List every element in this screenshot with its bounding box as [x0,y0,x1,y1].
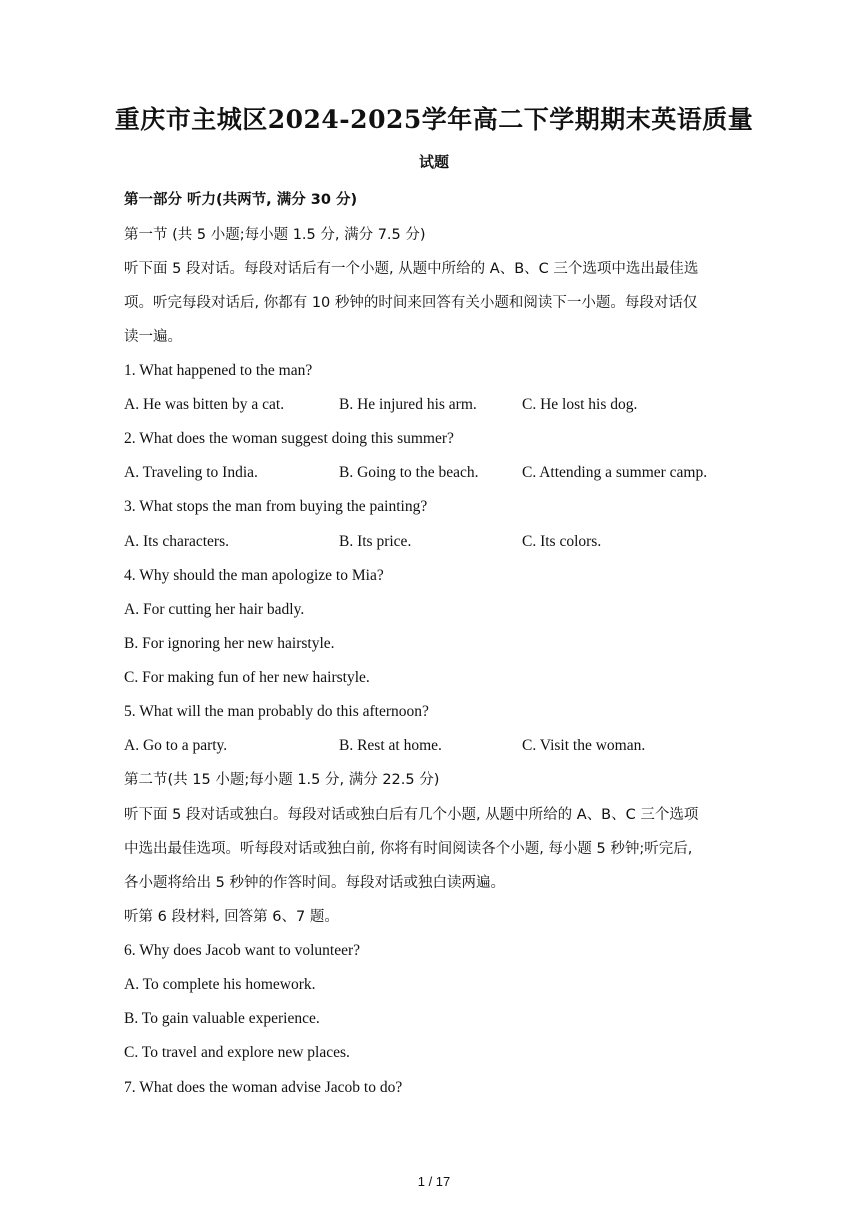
material-note: 听第 6 段材料, 回答第 6、7 题。 [124,909,339,925]
option-c: C. To travel and explore new places. [124,1044,350,1061]
question-stem: 5. What will the man probably do this afternoon? [124,703,429,720]
question-options [124,736,764,756]
option-c: C. Attending a summer camp. [522,464,708,481]
question-stem: 2. What does the woman suggest doing this summer? [124,430,454,447]
option-b: B. Rest at home. [339,737,442,754]
document-subtitle: 试题 [418,153,449,171]
option-a: A. He was bitten by a cat. [124,396,285,413]
section2-instruction-line: 中选出最佳选项。听每段对话或独白前, 你将有时间阅读各个小题, 每小题 5 秒钟;听完后, [124,841,693,857]
question-options [124,532,764,552]
option-c: C. Visit the woman. [522,737,646,754]
question-stem: 6. Why does Jacob want to volunteer? [124,942,361,959]
option-c: C. Its colors. [522,533,602,550]
page-number: 1 / 17 [417,1174,451,1189]
question-stem: 4. Why should the man apologize to Mia? [124,567,384,584]
part1-heading: 第一部分 听力(共两节, 满分 30 分) [124,192,358,208]
section2-instruction-line: 各小题将给出 5 秒钟的作答时间。每段对话或独白读两遍。 [124,875,505,891]
option-c: C. For making fun of her new hairstyle. [124,669,370,686]
question-stem: 7. What does the woman advise Jacob to do? [124,1079,403,1096]
section1-instruction-line: 听下面 5 段对话。每段对话后有一个小题, 从题中所给的 A、B、C 三个选项中选出最佳选 [124,261,699,277]
question-stem: 1. What happened to the man? [124,362,313,379]
section2-heading: 第二节(共 15 小题;每小题 1.5 分, 满分 22.5 分) [124,772,440,788]
section2-instruction-line: 听下面 5 段对话或独白。每段对话或独白后有几个小题, 从题中所给的 A、B、C 三个选项 [124,807,699,823]
question-options [124,395,764,415]
option-b: B. For ignoring her new hairstyle. [124,635,335,652]
section1-instruction-line: 项。听完每段对话后, 你都有 10 秒钟的时间来回答有关小题和阅读下一小题。每段对话仅 [124,295,698,311]
option-a: A. Go to a party. [124,737,228,754]
question-stem: 3. What stops the man from buying the painting? [124,498,428,515]
option-b: B. To gain valuable experience. [124,1010,320,1027]
section1-instruction-line: 读一遍。 [124,329,182,345]
option-b: B. He injured his arm. [339,396,477,413]
option-a: A. For cutting her hair badly. [124,601,305,618]
option-c: C. He lost his dog. [522,396,638,413]
document-title: 重庆市主城区2024-2025学年高二下学期期末英语质量 [114,105,754,134]
option-a: A. Its characters. [124,533,230,550]
option-a: A. To complete his homework. [124,976,316,993]
option-b: B. Its price. [339,533,412,550]
option-b: B. Going to the beach. [339,464,479,481]
option-a: A. Traveling to India. [124,464,258,481]
question-options [124,463,764,483]
section1-heading: 第一节 (共 5 小题;每小题 1.5 分, 满分 7.5 分) [124,227,426,243]
